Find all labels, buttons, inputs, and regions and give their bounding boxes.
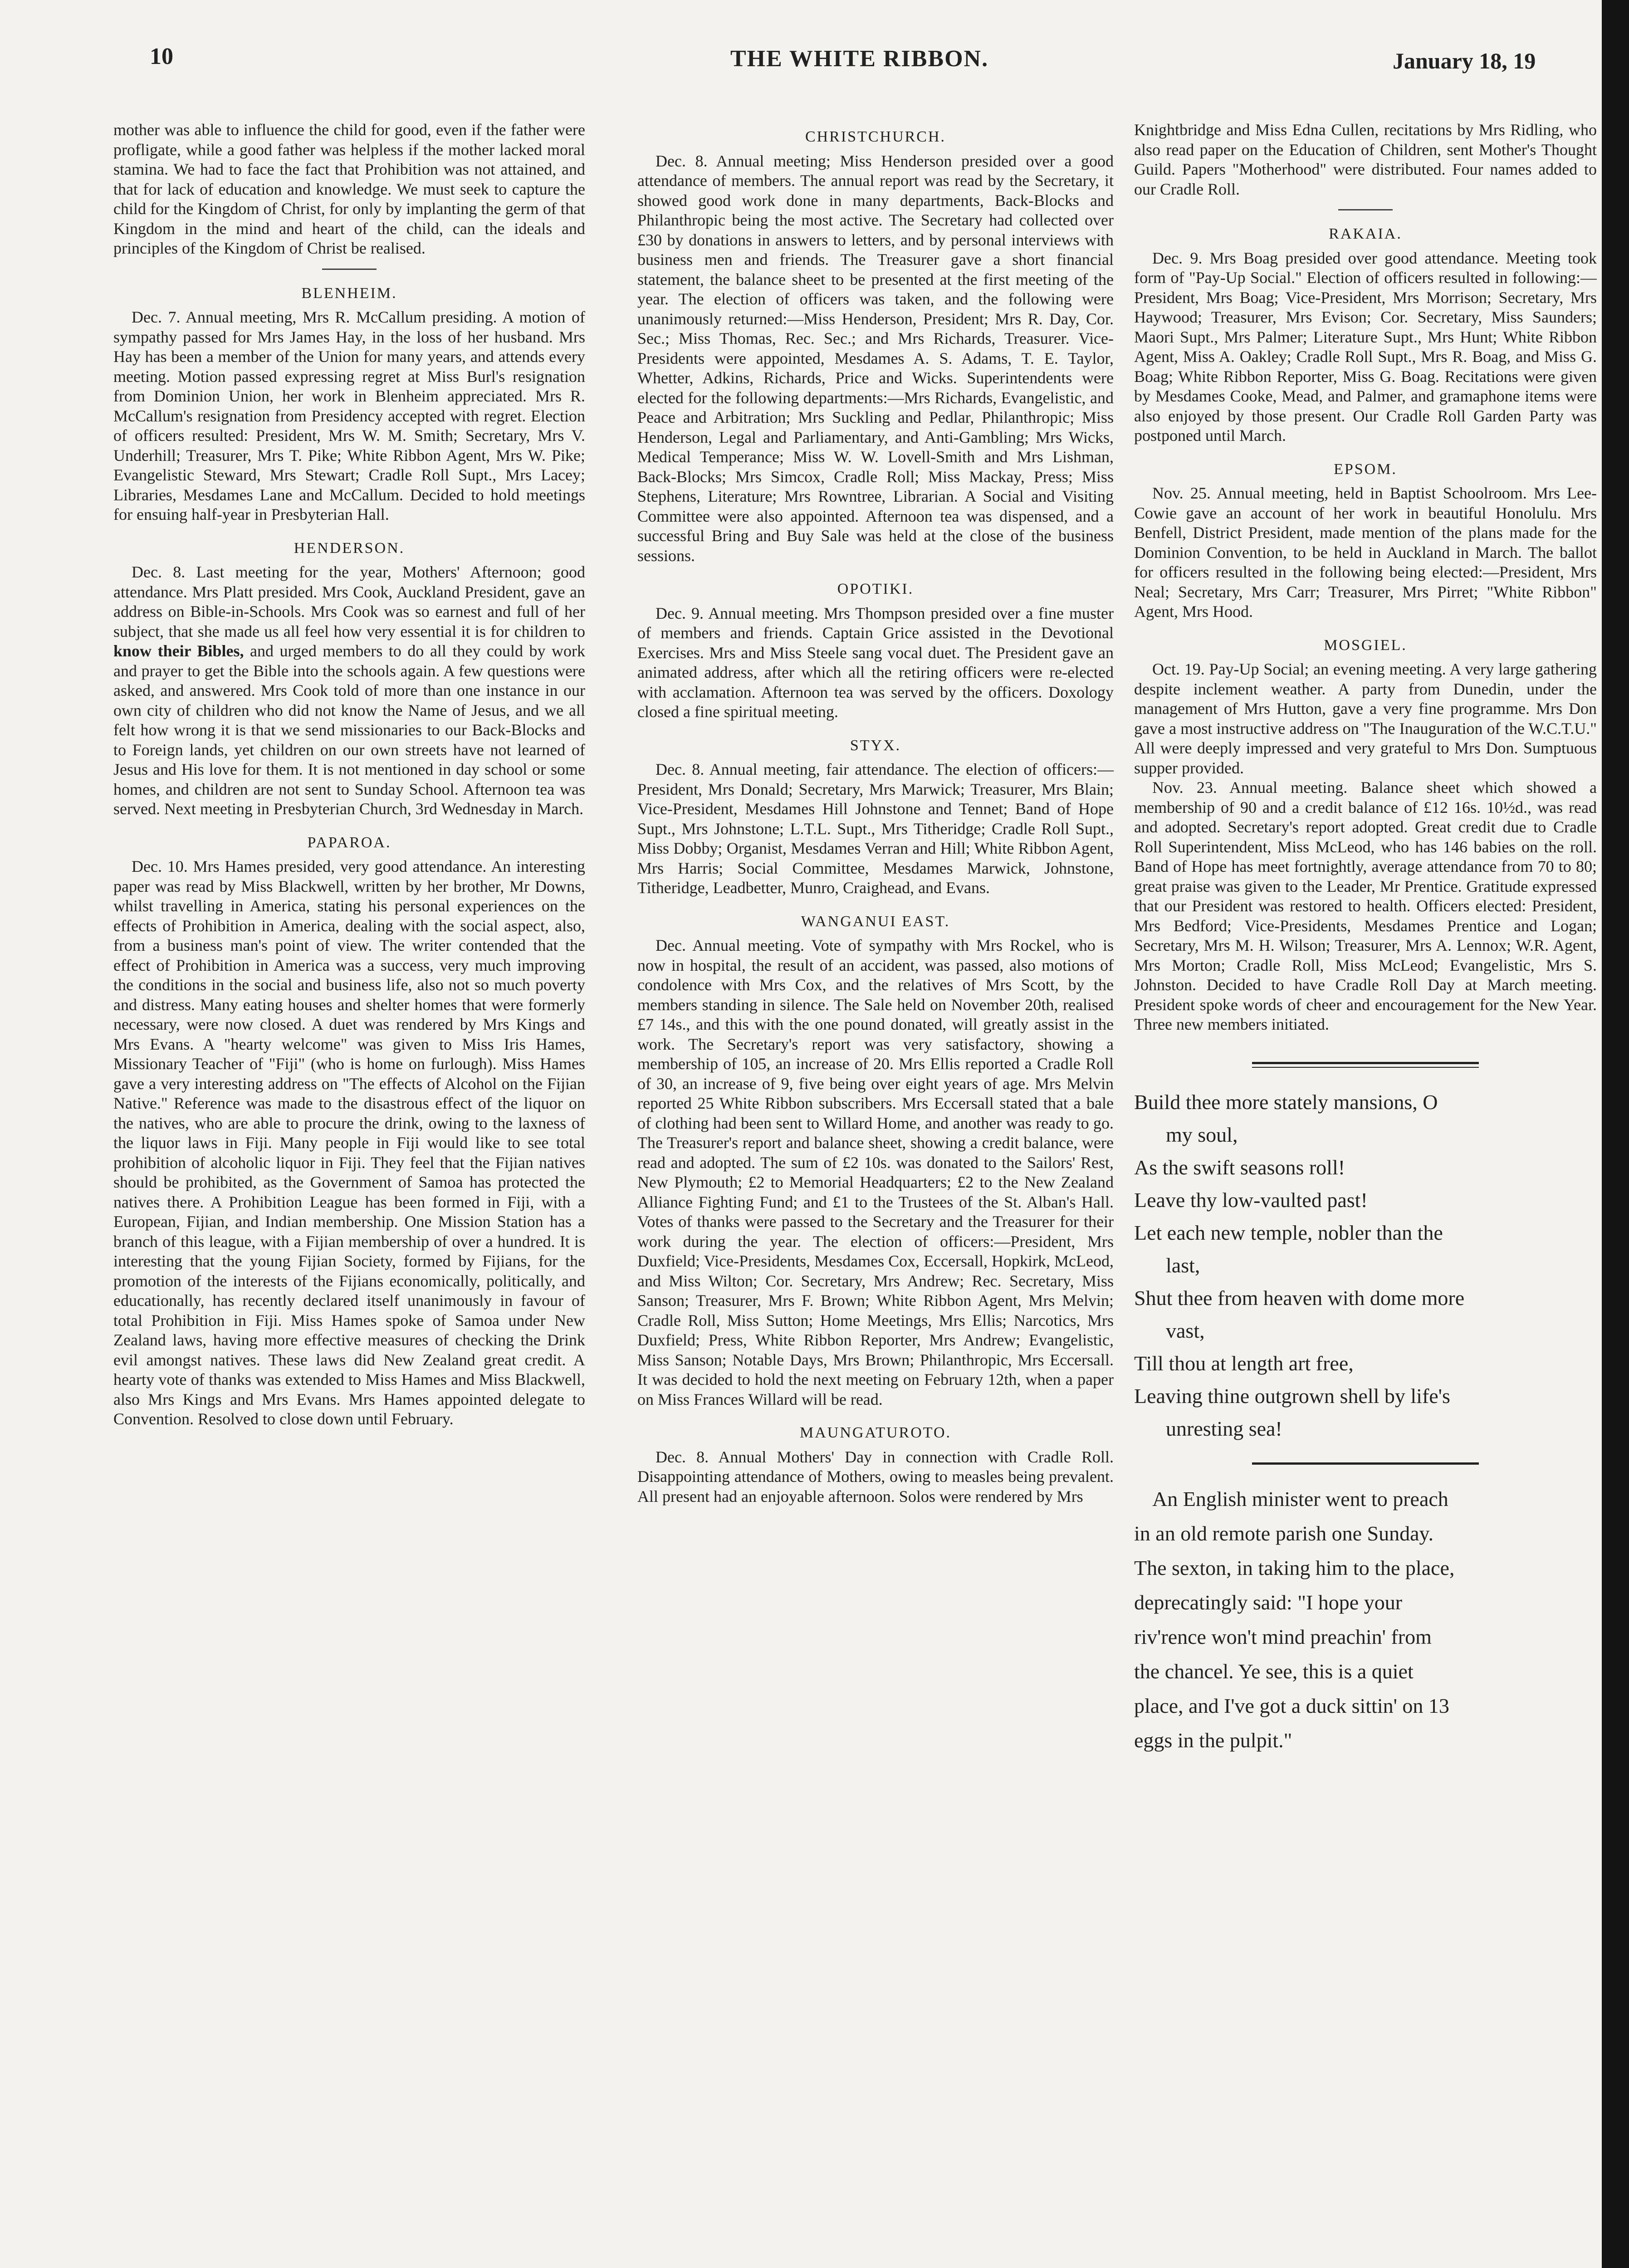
poem-line: Leaving thine outgrown shell by life's [1134, 1384, 1450, 1408]
article-continued: mother was able to influence the child for good, even if the father were profligate, while a good father was helpless if the mother lacked moral stamina. We had to face the fact that Prohibition was not attained, and that for lack of education and knowledge. We must seek to capture the child for the Kingdom of Christ, for only by implanting the germ of that Kingdom in the mind and heart of the child, can the ideals and principles of the Kingdom of Christ be realised. [113, 121, 585, 257]
poem-line: Let each new temple, nobler than the [1134, 1221, 1443, 1244]
report-henderson-part-a: Dec. 8. Last meeting for the year, Mothers' Afternoon; good attendance. Mrs Platt presided. Mrs Cook, Auckland President, gave an address on Bible-in-Schools. Mrs Cook was so earnest and full of her subject, that she made us all feel how very essential it is for children to [113, 563, 585, 640]
divider [322, 269, 377, 270]
section-heading-opotiki: OPOTIKI. [837, 581, 914, 597]
anecdote-line: An English minister went to preach [1152, 1487, 1448, 1510]
poem-line: vast, [1166, 1319, 1205, 1342]
anecdote-line: in an old remote parish one Sunday. [1134, 1521, 1434, 1545]
anecdote-line: eggs in the pulpit." [1134, 1728, 1292, 1752]
report-mosgiel-part-b: Nov. 23. Annual meeting. Balance sheet which showed a membership of 90 and a credit balance of £12 16s. 10½d., was read and adopted. Secretary's report adopted. Great credit due to Cradle Roll Superintendent, Miss McLeod, who has 146 babies on the roll. Band of Hope has meet fortnightly, average attendance from 70 to 80; great praise was given to the Leader, Mr Prentice. Gratitude expressed that our President was restored to health. Officers elected: President, Mrs Bedford; Vice-Presidents, Mesdames Prentice and Logan; Secretary, Mrs M. H. Wilson; Treasurer, Mrs A. Lennox; W.R. Agent, Mrs Morton; Cradle Roll, Miss McLeod; Evangelistic, Mrs S. Johnston. Decided to have Cradle Roll Day at March meeting. President spoke words of cheer and encouragement for the New Year. Three new members initiated. [1134, 778, 1597, 1033]
section-heading-wanganui-east: WANGANUI EAST. [801, 913, 950, 930]
report-maungaturoto: Dec. 8. Annual Mothers' Day in connection with Cradle Roll. Disappointing attendance of Mothers, owing to measles being prevalent. All present had an enjoyable afternoon. Solos were rendered by Mrs [637, 1447, 1114, 1505]
poem-line: Build thee more stately mansions, O [1134, 1090, 1438, 1114]
poem-line: Shut thee from heaven with dome more [1134, 1286, 1465, 1310]
scan-edge [1602, 0, 1629, 2268]
section-heading-epsom: EPSOM. [1334, 460, 1397, 478]
report-christchurch: Dec. 8. Annual meeting; Miss Henderson presided over a good attendance of members. The annual report was read by the Secretary, it showed good work done in many departments, Back-Blocks and Philanthropic being the most active. The Secretary had collected over £30 by donations in answers to letters, and by personal interviews with business men and friends. The Treasurer gave a short financial statement, the balance sheet to be presented at the first meeting of the year. The election of officers was taken, and the following were unanimously returned:—Miss Henderson, President; Mrs R. Day, Cor. Sec.; Miss Thomas, Rec. Sec.; and Mrs Richards, Treasurer. Vice-Presidents were appointed, Mesdames A. S. Adams, T. E. Taylor, Whetter, Adkins, Richards, Price and Wicks. Superintendents were elected for the following departments:—Mrs Richards, Evangelistic, and Peace and Arbitration; Mrs Suckling and Pedlar, Philanthropic; Miss Henderson, Legal and Parliamentary, and Anti-Gambling; Mrs Wicks, Medical Temperance; Miss W. W. Lovell-Smith and Mrs Lishman, Back-Blocks; Mrs Simcox, Cradle Roll; Miss Mackay, Press; Miss Stephens, Literature; Mrs Rowntree, Librarian. A Social and Visiting Committee were also appointed. Afternoon tea was dispensed, and a successful Bring and Buy Sale was held at the close of the business sessions. [637, 152, 1114, 565]
report-paparoa: Dec. 10. Mrs Hames presided, very good attendance. An interesting paper was read by Miss Blackwell, written by her brother, Mr Downs, whilst travelling in America, stating his personal experiences on the effects of Prohibition in America, dealing with the social aspect, also, from a business man's point of view. The writer contended that the effect of Prohibition in America was a success, very much improving the conditions in the social and business life, also not so much poverty and distress. Many eating houses and shelter homes that were formerly necessary, were now closed. A duet was rendered by Mrs Kings and Mrs Evans. A "hearty welcome" was given to Miss Iris Hames, Missionary Teacher of "Fiji" (who is home on furlough). Miss Hames gave a very interesting address on "The effects of Alcohol on the Fijian Native." Reference was made to the disastrous effect of the liquor on the natives, who are able to procure the drink, owing to the laxness of the liquor laws in Fiji. Many people in Fiji would like to see total prohibition of alcoholic liquor in Fiji. They feel that the Fijian natives should be prohibited, as the Government of Samoa has protected the natives there. A Prohibition League has been formed in Fiji, with a European, Fijian, and Indian membership. One Mission Station has a branch of this league, with a Fijian membership of over a hundred. It is interesting that the young Fijian Society, formed by Fijians, for the promotion of the interests of the Fijians economically, politically, and educationally, has recently declared itself unanimously in favour of total Prohibition in Fiji. Miss Hames spoke of Samoa under New Zealand laws, having more effective measures of checking the Drink evil amongst natives. These laws did New Zealand great credit. A hearty vote of thanks was extended to Miss Hames and Miss Blackwell, also Mrs Kings and Mrs Evans. Mrs Hames appointed delegate to Convention. Resolved to close down until February. [113, 857, 585, 1428]
anecdote-line: The sexton, in taking him to the place, [1134, 1556, 1455, 1579]
report-styx: Dec. 8. Annual meeting, fair attendance. The election of officers:—President, Mrs Donald; Secretary, Mrs Marwick; Treasurer, Mrs Blain; Vice-President, Mesdames Hill Johnstone and Tennet; Band of Hope Supt., Mrs Johnstone; L.T.L. Supt., Mrs Titheridge; Cradle Roll Supt., Miss Dobby; Organist, Mesdames Verran and Hill; White Ribbon Agent, Mrs Harris; Social Committee, Mesdames Marwick, Johnstone, Titheridge, Leadbetter, Munro, Craighead, and Evans. [637, 760, 1114, 897]
anecdote [1134, 1482, 1597, 1758]
report-epsom: Nov. 25. Annual meeting, held in Baptist Schoolroom. Mrs Lee-Cowie gave an account of her work in beautiful Honolulu. Mrs Benfell, District President, made mention of the plans made for the Dominion Convention, to be held in Auckland in March. The ballot for officers resulted in the following being elected:—President, Mrs Neal; Secretary, Mrs Carr; Treasurer, Mrs Pirret; "White Ribbon" Agent, Mrs Hood. [1134, 484, 1597, 621]
page-number: 10 [150, 44, 173, 69]
anecdote-line: the chancel. Ye see, this is a quiet [1134, 1659, 1414, 1683]
section-heading-styx: STYX. [850, 737, 901, 754]
report-henderson-part-b: and urged members to do all they could by work and prayer to get the Bible into the schools again. A few questions were asked, and answered. Mrs Cook told of more than one instance in our own city of children who did not know the Name of Jesus, and we all felt how wrong it is that we send missionaries to our Back-Blocks and to Foreign lands, yet children on our own streets have not learned of Jesus and His love for them. It is not mentioned in day school or some homes, and children are not sent to Sunday School. Afternoon tea was served. Next meeting in Presbyterian Church, 3rd Wednesday in March. [113, 642, 586, 818]
report-maungaturoto-continued: Knightbridge and Miss Edna Cullen, recitations by Mrs Ridling, who also read paper on the Education of Children, sent Mother's Thought Guild. Papers "Motherhood" were distributed. Four names added to our Cradle Roll. [1134, 121, 1597, 198]
section-heading-paparoa: PAPAROA. [307, 834, 391, 851]
poem [1134, 1086, 1597, 1445]
poem-line: Till thou at length art free, [1134, 1351, 1354, 1375]
report-blenheim: Dec. 7. Annual meeting, Mrs R. McCallum presiding. A motion of sympathy passed for Mrs James Hay, in the loss of her husband. Mrs Hay has been a member of the Union for many years, and attends every meeting. Motion passed expressing regret at Miss Burl's resignation from Dominion Union, her work in Blenheim appreciated. Mrs R. McCallum's resignation from Presidency accepted with regret. Election of officers resulted: President, Mrs W. M. Smith; Secretary, Mrs V. Underhill; Treasurer, Mrs T. Pike; White Ribbon Agent, Mrs W. Pike; Evangelistic Steward, Mrs Stewart; Cradle Roll Supt., Mrs Lacey; Libraries, Mesdames Lane and McCallum. Decided to hold meetings for ensuing half-year in Presbyterian Hall. [113, 308, 585, 523]
section-heading-blenheim: BLENHEIM. [301, 284, 397, 302]
report-opotiki: Dec. 9. Annual meeting. Mrs Thompson presided over a fine muster of members and friends. Captain Grice assisted in the Devotional Exercises. Mrs and Miss Steele sang vocal duet. The President gave an animated address, after which all the retiring officers were re-elected with acclamation. Afternoon tea was served by the officers. Doxology closed a fine spiritual meeting. [637, 604, 1114, 721]
report-henderson-bold: know their Bibles, [113, 642, 244, 660]
issue-date: January 18, 19 [1393, 48, 1536, 73]
section-heading-rakaia: RAKAIA. [1329, 225, 1402, 242]
double-divider [1252, 1062, 1479, 1068]
report-henderson [113, 562, 585, 819]
divider [1338, 209, 1393, 210]
section-heading-christchurch: CHRISTCHURCH. [805, 128, 946, 145]
section-heading-mosgiel: MOSGIEL. [1324, 636, 1407, 654]
divider [1252, 1462, 1479, 1465]
section-heading-henderson: HENDERSON. [294, 539, 405, 557]
report-mosgiel-part-a: Oct. 19. Pay-Up Social; an evening meeting. A very large gathering despite inclement weather. A party from Dunedin, under the management of Mrs Hutton, gave a very fine programme. Mrs Don gave a most instructive address on "The Inauguration of the W.C.T.U." All were deeply impressed and very grateful to Mrs Don. Sumptuous supper provided. [1134, 660, 1597, 777]
masthead-title: THE WHITE RIBBON. [730, 46, 989, 72]
column-1 [113, 120, 585, 1429]
poem-line: last, [1166, 1253, 1200, 1277]
anecdote-line: deprecatingly said: "I hope your [1134, 1590, 1403, 1614]
column-3 [1134, 120, 1597, 1758]
poem-line: my soul, [1166, 1123, 1238, 1146]
column-2 [637, 127, 1114, 1506]
anecdote-line: place, and I've got a duck sittin' on 13 [1134, 1694, 1449, 1717]
poem-line: As the swift seasons roll! [1134, 1155, 1345, 1179]
poem-line: Leave thy low-vaulted past! [1134, 1188, 1368, 1212]
section-heading-maungaturoto: MAUNGATUROTO. [800, 1424, 951, 1441]
report-rakaia: Dec. 9. Mrs Boag presided over good attendance. Meeting took form of "Pay-Up Social." Election of officers resulted in following:—President, Mrs Boag; Vice-President, Mrs Morrison; Secretary, Mrs Haywood; Treasurer, Mrs Evison; Cor. Secretary, Miss Saunders; Maori Supt., Mrs Palmer; Literature Supt., Mrs Hunt; White Ribbon Agent, Miss A. Oakley; Cradle Roll Supt., Mrs R. Boag, and Miss G. Boag; White Ribbon Reporter, Miss G. Boag. Recitations were given by Mesdames Cooke, Mead, and Palmer, and gramaphone items were also enjoyed by those present. Our Cradle Roll Garden Party was postponed until March. [1134, 249, 1597, 445]
poem-line: unresting sea! [1166, 1417, 1282, 1440]
report-wanganui-east: Dec. Annual meeting. Vote of sympathy with Mrs Rockel, who is now in hospital, the result of an accident, was passed, also motions of condolence with Mrs Cox, and the relatives of Mrs Scott, by the members standing in silence. The Sale held on November 20th, realised £7 14s., and this with the one pound donated, will greatly assist in the work. The Secretary's report was very satisfactory, showing a membership of 105, an increase of 20. Mrs Ellis reported a Cradle Roll of 30, an increase of 9, five being over eight years of age. Mrs Melvin reported 25 White Ribbon subscribers. Mrs Eccersall stated that a bale of clothing had been sent to Willard Home, and another was ready to go. The Treasurer's report and balance sheet, showing a credit balance, were read and adopted. The sum of £2 10s. was donated to the Sailors' Rest, New Plymouth; £2 to Memorial Headquarters; £2 to the New Zealand Alliance Fighting Fund; and £1 to the Trustees of the St. Alban's Hall. Votes of thanks were passed to the Secretary and the Treasurer for their work during the year. The election of officers:—President, Mrs Duxfield; Vice-Presidents, Mesdames Cox, Eccersall, Hopkirk, McLeod, and Miss Wilton; Cor. Secretary, Mrs Andrew; Rec. Secretary, Miss Sanson; Treasurer, Mrs F. Brown; White Ribbon Agent, Mrs Melvin; Cradle Roll, Miss Sutton; Home Meetings, Mrs Ellis; Narcotics, Mrs Duxfield; Press, White Ribbon Reporter, Mrs Andrew; Evangelistic, Miss Sanson; Notable Days, Mrs Brown; Philanthropic, Mrs Eccersall. It was decided to hold the next meeting on February 12th, when a paper on Miss Frances Willard will be read. [637, 936, 1114, 1408]
anecdote-line: riv'rence won't mind preachin' from [1134, 1625, 1432, 1648]
